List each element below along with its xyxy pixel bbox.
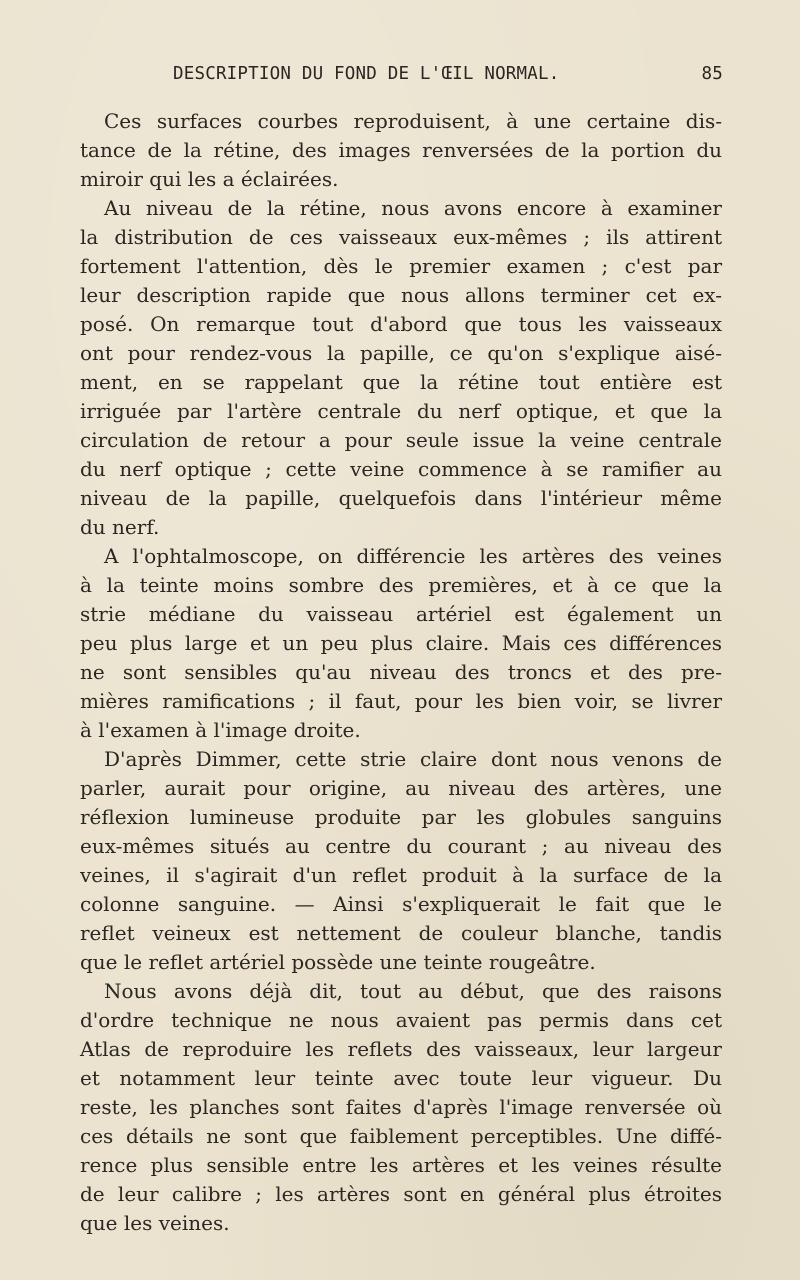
paragraph-line: rence plus sensible entre les artères et les veines résulte [80, 1153, 722, 1177]
paragraph-line: peu plus large et un peu plus claire. Mais ces différences [80, 631, 722, 655]
paragraph-line: ne sont sensibles qu'au niveau des troncs et des pre- [80, 660, 722, 684]
paragraph-line: que les veines. [80, 1211, 230, 1235]
paragraph-line: reste, les planches sont faites d'après l'image renversée où [80, 1095, 722, 1119]
paragraph-line: d'ordre technique ne nous avaient pas permis dans cet [80, 1008, 722, 1032]
paragraph-line: mières ramifications ; il faut, pour les bien voir, se livrer [80, 689, 722, 713]
paragraph-line: eux-mêmes situés au centre du courant ; au niveau des [80, 834, 722, 858]
paragraph-line: colonne sanguine. — Ainsi s'expliquerait le fait que le [80, 892, 722, 916]
paragraph-line: D'après Dimmer, cette strie claire dont nous venons de [104, 747, 722, 771]
paragraph-line: réflexion lumineuse produite par les globules sanguins [80, 805, 722, 829]
paragraph-line: A l'ophtalmoscope, on différencie les artères des veines [104, 544, 722, 568]
paragraph-line: à l'examen à l'image droite. [80, 718, 361, 742]
paragraph-line: veines, il s'agirait d'un reflet produit à la surface de la [80, 863, 722, 887]
paragraph-line: ment, en se rappelant que la rétine tout entière est [80, 370, 722, 394]
paragraph-line: la distribution de ces vaisseaux eux-mêmes ; ils attirent [80, 225, 722, 249]
paragraph-line: Atlas de reproduire les reflets des vaisseaux, leur largeur [80, 1037, 722, 1061]
paragraph-line: miroir qui les a éclairées. [80, 167, 339, 191]
paragraph-line: Ces surfaces courbes reproduisent, à une certaine dis- [104, 109, 722, 133]
paragraph-line: de leur calibre ; les artères sont en général plus étroites [80, 1182, 722, 1206]
body-text [80, 107, 722, 1238]
paragraph-line: à la teinte moins sombre des premières, et à ce que la [80, 573, 722, 597]
paragraph-line: leur description rapide que nous allons terminer cet ex- [80, 283, 722, 307]
page-header [173, 64, 723, 94]
paragraph-line: du nerf optique ; cette veine commence à se ramifier au [80, 457, 722, 481]
paragraph-line: niveau de la papille, quelquefois dans l'intérieur même [80, 486, 722, 510]
paragraph-line: du nerf. [80, 515, 160, 539]
paragraph-line: posé. On remarque tout d'abord que tous les vaisseaux [80, 312, 722, 336]
paragraph-line: et notamment leur teinte avec toute leur vigueur. Du [80, 1066, 722, 1090]
page-number: 85 [701, 64, 723, 84]
paragraph-line: ces détails ne sont que faiblement perceptibles. Une diffé- [80, 1124, 722, 1148]
paragraph-line: tance de la rétine, des images renversées de la portion du [80, 138, 722, 162]
paragraph-line: irriguée par l'artère centrale du nerf optique, et que la [80, 399, 722, 423]
paragraph-line: Au niveau de la rétine, nous avons encore à examiner [104, 196, 722, 220]
running-title: DESCRIPTION DU FOND DE L'ŒIL NORMAL. [173, 64, 560, 84]
paragraph-line: reflet veineux est nettement de couleur blanche, tandis [80, 921, 722, 945]
paragraph-line: que le reflet artériel possède une teinte rougeâtre. [80, 950, 596, 974]
paragraph-line: parler, aurait pour origine, au niveau des artères, une [80, 776, 722, 800]
paragraph-line: circulation de retour a pour seule issue la veine centrale [80, 428, 722, 452]
paragraph-line: strie médiane du vaisseau artériel est également un [80, 602, 722, 626]
paragraph-line: fortement l'attention, dès le premier examen ; c'est par [80, 254, 722, 278]
paragraph-line: Nous avons déjà dit, tout au début, que des raisons [104, 979, 722, 1003]
paragraph-line: ont pour rendez-vous la papille, ce qu'on s'explique aisé- [80, 341, 722, 365]
